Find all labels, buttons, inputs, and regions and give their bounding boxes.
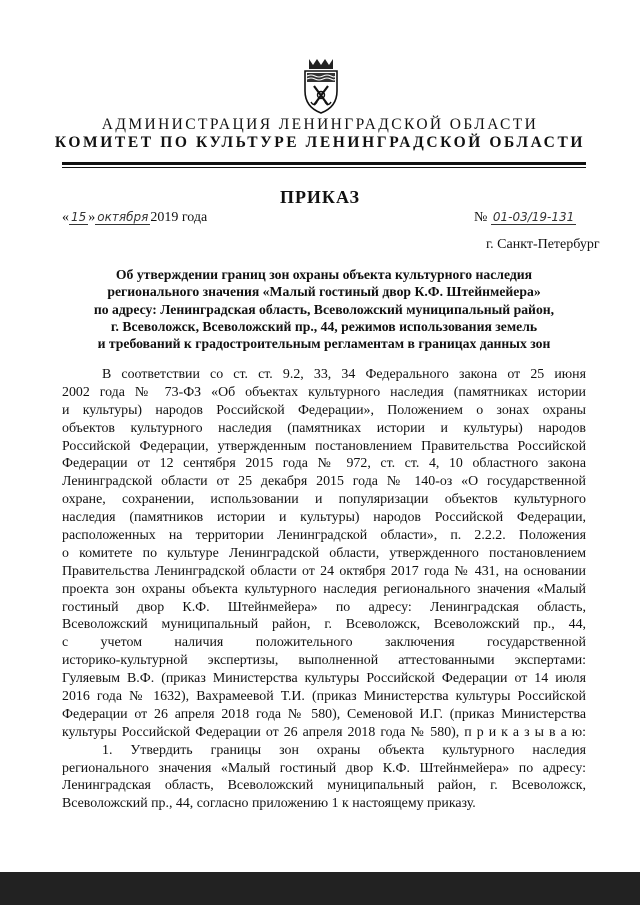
date-month-handwritten: октября: [97, 210, 149, 224]
body-line: охране, сохранении, использовании и популяризации объектов культурного: [62, 492, 586, 508]
date-close-quote: »: [88, 210, 96, 225]
order-title: [62, 266, 586, 352]
order-body: [62, 366, 586, 813]
title-line: и требований к градостроительным регламентам в границах данных зон: [97, 336, 551, 352]
body-line: Гуляевым В.Ф. (приказ Министерства культуры Российской Федерации от 14 июля: [62, 671, 586, 687]
body-line: Ленинградская область, Всеволожский муниципальный район, г. Всеволожск,: [62, 778, 586, 794]
body-line: объектов культурного наследия (памятниках истории и культуры) народов: [62, 420, 586, 436]
title-line: по адресу: Ленинградская область, Всеволожский муниципальный район,: [93, 301, 555, 317]
body-line: регионального значения «Малый гостиный двор К.Ф. Штейнмейера» по адресу:: [62, 760, 586, 776]
date-open-quote: «: [62, 210, 69, 225]
scan-edge-bar: [0, 872, 640, 905]
body-line: гостиный двор К.Ф. Штейнмейера» по адресу: Ленинградская область,: [62, 599, 586, 615]
number-sign: №: [474, 210, 488, 225]
body-line: В соответствии со ст. ст. 9.2, 33, 34 Федерального закона от 25 июня: [102, 367, 586, 382]
body-line: 2016 года № 1632), Вахрамеевой Т.И. (приказ Министерства культуры Российской: [62, 689, 586, 705]
body-line: и культуры) народов Российской Федерации», Положением о зонах охраны: [62, 402, 586, 418]
body-line: расположенных на территории Ленинградской области», п. 2.2.2. Положения: [62, 528, 586, 544]
organization-name: АДМИНИСТРАЦИЯ ЛЕНИНГРАДСКОЙ ОБЛАСТИ: [101, 116, 539, 133]
body-line: Всеволожский пр., 44, согласно приложению 1 к настоящему приказу.: [62, 796, 476, 812]
header-rule-thick: [62, 162, 586, 165]
body-line: 2002 года № 73-ФЗ «Об объектах культурного наследия (памятниках истории: [62, 384, 586, 400]
document-date: [62, 210, 207, 226]
title-line: г. Всеволожск, Всеволожский пр., 44, режимов использования земель: [110, 318, 538, 334]
body-line: историко-культурной экспертизы, выполненной аттестованными экспертами:: [62, 653, 586, 669]
document-number: [474, 210, 576, 226]
title-line: регионального значения «Малый гостиный двор К.Ф. Штейнмейера»: [107, 284, 541, 300]
date-day-handwritten: 15: [71, 210, 87, 224]
document-type: ПРИКАЗ: [279, 187, 361, 207]
body-line: Правительства Ленинградской области от 24 октября 2017 года № 431, на основании: [62, 563, 586, 579]
coat-of-arms-emblem: [297, 55, 345, 115]
body-line: Федерации от 12 сентября 2015 года № 972, ст. ст. 4, 10 областного закона: [62, 456, 586, 472]
body-line: Федерации от 26 апреля 2018 года № 580), Семеновой И.Г. (приказ Министерства: [62, 706, 586, 722]
date-year: 2019 года: [150, 210, 208, 225]
committee-name: КОМИТЕТ ПО КУЛЬТУРЕ ЛЕНИНГРАДСКОЙ ОБЛАСТИ: [54, 134, 586, 151]
body-line: наследия (памятников истории и культуры) народов Российской Федерации,: [62, 510, 586, 526]
body-line: Ленинградской области от 25 декабря 2015 года № 140-оз «О государственной: [62, 474, 586, 490]
header-rule-thin: [62, 167, 586, 168]
body-line: Российской Федерации, утвержденным постановлением Правительства Российской: [62, 438, 586, 454]
body-line: о комитете по культуре Ленинградской области, утвержденного постановлением: [62, 545, 586, 561]
number-handwritten: 01-03/19-131: [492, 210, 575, 224]
body-line: культуры Российской Федерации от 26 апреля 2018 года № 580), п р и к а з ы в а ю:: [62, 724, 586, 740]
document-city: г. Санкт-Петербург: [486, 237, 600, 252]
body-line: с учетом наличия положительного заключения государственной: [62, 635, 586, 651]
body-line: 1. Утвердить границы зон охраны объекта культурного наследия: [102, 742, 586, 758]
title-line: Об утверждении границ зон охраны объекта культурного наследия: [115, 267, 533, 282]
body-line: проекта зон охраны объекта культурного наследия регионального значения «Малый: [62, 581, 586, 597]
body-line: Всеволожский муниципальный район, г. Всеволожск, Всеволожский пр., 44,: [62, 617, 586, 633]
